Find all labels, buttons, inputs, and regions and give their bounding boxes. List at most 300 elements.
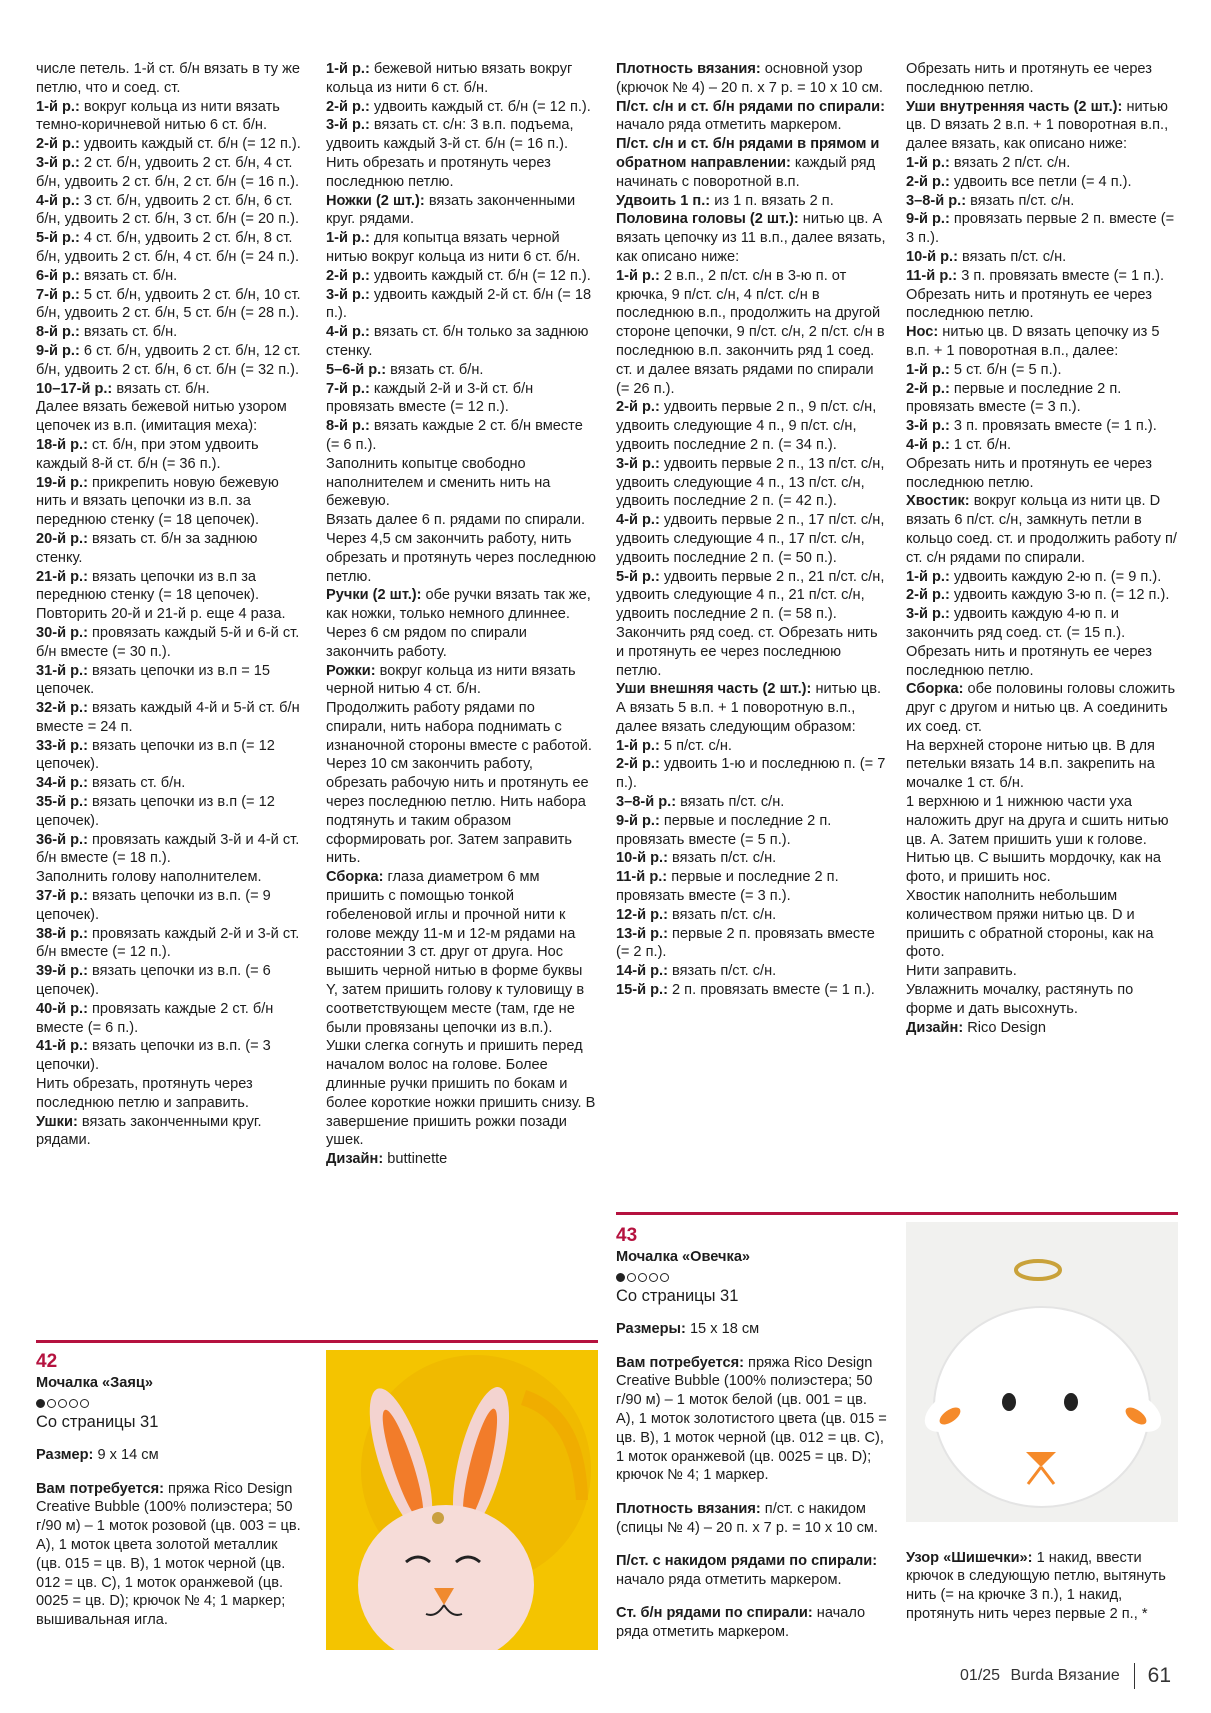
paragraph-text: вязать ст. б/н. [386, 361, 484, 378]
paragraph-lead: 1-й р.: [326, 61, 370, 77]
paragraph-text: вязать п/ст. с/н. [966, 192, 1075, 209]
paragraph-lead: 3-й р.: [326, 286, 370, 303]
paragraph [616, 1500, 888, 1538]
paragraph-text: buttinette [383, 1151, 448, 1168]
paragraph-text: вязать п/ст. с/н. [667, 906, 777, 923]
paragraph-lead: 10-й р.: [616, 850, 668, 867]
paragraph-lead: 11-й р.: [616, 869, 668, 886]
paragraph [906, 436, 1178, 455]
paragraph-lead: 3-й р.: [36, 154, 80, 171]
paragraph-text: Обрезать нить и протянуть ее через последнюю петлю. [906, 455, 1152, 491]
paragraph-text: 5 п/ст. с/н. [659, 737, 732, 754]
paragraph [616, 192, 888, 211]
paragraph-text: вокруг кольца из нити вязать темно-коричневой нитью 6 ст. б/н. [36, 98, 280, 134]
paragraph [326, 98, 598, 117]
paragraph-lead: Размеры: [616, 1321, 686, 1338]
paragraph-text: вязать ст. б/н за заднюю стенку. [36, 530, 258, 566]
paragraph-lead: Вам потребуется: [616, 1354, 744, 1371]
project-title-43: Мочалка «Овечка» [616, 1249, 751, 1265]
paragraph-text: Обрезать нить и протянуть ее через последнюю петлю. [906, 286, 1152, 322]
paragraph-text: вязать ст. б/н. [112, 380, 210, 397]
paragraph [906, 586, 1178, 605]
paragraph-lead: 11-й р.: [906, 267, 958, 284]
text-column-3 [616, 60, 888, 1000]
source-page-42: Со страницы 31 [36, 1412, 159, 1431]
paragraph [616, 98, 888, 136]
paragraph [36, 530, 304, 568]
paragraph [906, 417, 1178, 436]
paragraph [36, 323, 304, 342]
paragraph-text: Rico Design [963, 1019, 1046, 1036]
paragraph-text: удвоить все петли (= 4 п.). [949, 173, 1132, 190]
paragraph [36, 568, 304, 606]
project-number-43: 43 [616, 1225, 638, 1246]
paragraph-lead: 30-й р.: [36, 624, 88, 641]
paragraph-lead: 2-й р.: [36, 136, 80, 153]
difficulty-dot-empty [649, 1273, 658, 1282]
section-rule-42 [36, 1340, 598, 1343]
paragraph-text: удвоить каждый 2-й ст. б/н (= 18 п.). [326, 286, 592, 322]
paragraph-text: удвоить первые 2 п., 13 п/ст. с/н, удвоить следующие 4 п., 13 п/ст. с/н, удвоить последние 2 п. (= 42 п.). [616, 455, 885, 510]
paragraph-lead: Дизайн: [906, 1019, 964, 1036]
paragraph-lead: 14-й р.: [616, 963, 668, 980]
paragraph-lead: 18-й р.: [36, 436, 88, 453]
paragraph [326, 699, 598, 868]
paragraph-text: ст. б/н, при этом удвоить каждый 8-й ст. б/н (= 36 п.). [36, 436, 259, 472]
paragraph-lead: 2-й р.: [906, 587, 950, 604]
paragraph-text: провязать каждый 3-й и 4-й ст. б/н вместе (= 18 п.). [36, 831, 300, 867]
paragraph-lead: 36-й р.: [36, 831, 88, 848]
paragraph-text: вязать каждые 2 ст. б/н вместе (= 6 п.). [326, 418, 583, 453]
section-rule-43 [616, 1212, 1178, 1215]
paragraph-text: вязать каждый 4-й и 5-й ст. б/н вместе = 24 п. [36, 700, 300, 735]
paragraph [616, 511, 888, 567]
paragraph [906, 1019, 1178, 1038]
paragraph-text: удвоить каждую 4-ю п. и закончить ряд соед. ст. (= 15 п.). [906, 606, 1126, 641]
paragraph [616, 135, 888, 191]
paragraph-text: вязать законченными круг. рядами. [326, 192, 576, 228]
paragraph [326, 624, 598, 662]
paragraph [36, 887, 304, 925]
paragraph-lead: 8-й р.: [326, 418, 370, 435]
paragraph-text: 1 накид, ввести крючок в следующую петлю, вытянуть нить (= на крючке 3 п.), 1 накид, протянуть нить через первые 2 п., * [906, 1549, 1166, 1622]
paragraph [326, 662, 598, 700]
paragraph-text: вязать цепочки из в.п. (= 9 цепочек). [36, 888, 271, 923]
paragraph [616, 455, 888, 511]
difficulty-dot-empty [58, 1399, 67, 1408]
difficulty-dot-empty [638, 1273, 647, 1282]
paragraph [326, 267, 598, 286]
paragraph-text: для копытца вязать черной нитью вокруг кольца из нити 6 ст. б/н. [326, 230, 581, 265]
paragraph-lead: П/ст. с накидом рядами по спирали: [616, 1552, 878, 1569]
paragraph [616, 267, 888, 399]
paragraph-lead: Ст. б/н рядами по спирали: [616, 1605, 813, 1622]
paragraph-text: Повторить 20-й и 21-й р. еще 4 раза. [36, 606, 286, 623]
paragraph-lead: 20-й р.: [36, 530, 88, 547]
paragraph-text: пряжа Rico Design Creative Bubble (100% полиэстера; 50 г/90 м) – 1 моток белой (цв. 001 = цв. А), 1 моток золотистого цвета (цв. 015 = цв. В), 1 моток черной (цв. 012 = цв. С), 1 моток оранжевой (цв. 0025 = цв. D); крючок № 4; 1 маркер. [616, 1354, 887, 1484]
paragraph-lead: 4-й р.: [326, 324, 370, 341]
paragraph [36, 229, 304, 267]
paragraph [906, 173, 1178, 192]
paragraph [36, 1075, 304, 1113]
paragraph [616, 925, 888, 963]
paragraph-lead: Уши внешняя часть (2 шт.): [616, 681, 812, 698]
paragraph-text: удвоить первые 2 п., 21 п/ст. с/н, удвоить следующие 4 п., 21 п/ст. с/н, удвоить последние 2 п. (= 58 п.). Закончить ряд соед. ст. Обрезать нить и протянуть ее через последнюю петлю. [616, 568, 885, 679]
paragraph-text: Вязать далее 6 п. рядами по спирали. Через 4,5 см закончить работу, нить обрезать и протянуть через последнюю петлю. [326, 512, 596, 585]
paragraph [326, 380, 598, 418]
paragraph-text: вязать цепочки из в.п. (= 3 цепочки). [36, 1038, 271, 1074]
paragraph-lead: Рожки: [326, 662, 376, 679]
paragraph-text: нитью цв. D вязать цепочку из 5 в.п. + 1 поворотная в.п., далее: [906, 324, 1160, 359]
paragraph-lead: Плотность вязания: [616, 1500, 761, 1517]
bunny-illustration [326, 1350, 598, 1650]
paragraph [906, 962, 1178, 981]
paragraph [906, 887, 1178, 962]
paragraph-lead: 7-й р.: [326, 380, 370, 397]
paragraph-text: начало ряда отметить маркером. [616, 1571, 842, 1588]
paragraph-text: провязать каждые 2 ст. б/н вместе (= 6 п.). [36, 1000, 274, 1036]
paragraph-lead: 5–6-й р.: [326, 361, 387, 378]
paragraph [36, 925, 304, 963]
paragraph-text: 2 ст. б/н, удвоить 2 ст. б/н, 4 ст. б/н, удвоить 2 ст. б/н, 2 ст. б/н (= 16 п.). [36, 154, 300, 190]
paragraph-text: Нить обрезать и протянуть через последнюю петлю. [326, 154, 551, 190]
project-body-42 [36, 1446, 304, 1630]
paragraph [906, 643, 1178, 681]
paragraph [36, 192, 304, 230]
paragraph [906, 737, 1178, 793]
paragraph [36, 1113, 304, 1151]
paragraph-text: удвоить каждый ст. б/н (= 12 п.). [79, 136, 301, 153]
paragraph [36, 474, 304, 530]
paragraph-text: прикрепить новую бежевую нить и вязать цепочки из в.п. за переднюю стенку (= 18 цепочек). [36, 474, 279, 529]
paragraph [906, 568, 1178, 587]
paragraph-text: 3 ст. б/н, удвоить 2 ст. б/н, 6 ст. б/н, удвоить 2 ст. б/н, 3 ст. б/н (= 20 п.). [36, 192, 300, 228]
paragraph [36, 286, 304, 324]
page-number: 61 [1147, 1664, 1171, 1687]
source-page-43: Со страницы 31 [616, 1286, 739, 1305]
paragraph-lead: Сборка: [326, 869, 384, 886]
paragraph [906, 286, 1178, 324]
paragraph-text: начало ряда отметить маркером. [616, 117, 842, 134]
paragraph [616, 568, 888, 681]
paragraph-text: Хвостик наполнить небольшим количеством пряжи нитью цв. D и пришить с обратной стороны, как на фото. [906, 888, 1154, 961]
paragraph [326, 455, 598, 511]
paragraph-lead: 10–17-й р.: [36, 380, 113, 397]
paragraph-lead: 40-й р.: [36, 1000, 88, 1017]
paragraph [36, 60, 304, 98]
bunny-sponge-photo [326, 1350, 598, 1650]
issue-number: 01/25 [960, 1667, 1001, 1685]
paragraph-lead: 41-й р.: [36, 1038, 88, 1055]
paragraph [616, 398, 888, 454]
paragraph-lead: 4-й р.: [36, 192, 80, 209]
paragraph-lead: 3-й р.: [326, 117, 370, 134]
paragraph [616, 1354, 888, 1486]
paragraph [616, 680, 888, 736]
paragraph-lead: 8-й р.: [36, 324, 80, 341]
paragraph [326, 586, 598, 624]
paragraph-text: каждый 2-й и 3-й ст. б/н провязать вместе (= 12 п.). [326, 380, 534, 416]
paragraph-text: 1 ст. б/н. [949, 436, 1012, 453]
paragraph-lead: 2-й р.: [906, 173, 950, 190]
paragraph-text: из 1 п. вязать 2 п. [710, 192, 834, 209]
paragraph [326, 511, 598, 586]
paragraph [616, 1552, 888, 1590]
project-body-43 [616, 1320, 888, 1642]
paragraph-text: нитью цв. D вязать 2 в.п. + 1 поворотная в.п., далее вязать, как описано ниже: [906, 98, 1169, 153]
paragraph-text: 9 х 14 см [93, 1447, 159, 1464]
paragraph-lead: 10-й р.: [906, 248, 958, 265]
project-title-42: Мочалка «Заяц» [36, 1375, 154, 1391]
magazine-name: Burda Вязание [1010, 1667, 1120, 1685]
paragraph [36, 868, 304, 887]
paragraph [906, 192, 1178, 211]
paragraph-lead: Ручки (2 шт.): [326, 587, 422, 604]
text-column-1 [36, 60, 304, 1150]
paragraph-text: вязать ст. б/н. [79, 324, 178, 341]
paragraph-lead: 19-й р.: [36, 474, 88, 491]
paragraph-lead: 5-й р.: [616, 568, 660, 585]
paragraph [36, 662, 304, 700]
paragraph-text: вокруг кольца из нити цв. D вязать 6 п/ст. с/н, замкнуть петли в кольцо соед. ст. и продолжить работу п/ст. с/н рядами по спирали. [906, 493, 1177, 566]
project-43-info [616, 1248, 888, 1656]
paragraph-text: вязать цепочки из в.п (= 12 цепочек). [36, 794, 275, 829]
paragraph [326, 1037, 598, 1150]
paragraph [36, 1480, 304, 1630]
paragraph [906, 455, 1178, 493]
paragraph [616, 812, 888, 850]
paragraph-text: Далее вязать бежевой нитью узором цепочек из в.п. (имитация меха): [36, 399, 287, 435]
paragraph-lead: 15-й р.: [616, 982, 668, 999]
paragraph [36, 436, 304, 474]
paragraph-lead: 4-й р.: [906, 436, 950, 453]
paragraph-text: 4 ст. б/н, удвоить 2 ст. б/н, 8 ст. б/н, удвоить 2 ст. б/н, 4 ст. б/н (= 24 п.). [36, 230, 300, 265]
paragraph-text: числе петель. 1-й ст. б/н вязать в ту же петлю, что и соед. ст. [36, 61, 301, 96]
paragraph-lead: Нос: [906, 324, 939, 341]
difficulty-dot-empty [660, 1273, 669, 1282]
paragraph [906, 323, 1178, 361]
paragraph-lead: Размер: [36, 1447, 94, 1464]
paragraph [906, 492, 1178, 567]
paragraph-lead: Половина головы (2 шт.): [616, 211, 799, 228]
paragraph [906, 210, 1178, 248]
paragraph [616, 737, 888, 756]
paragraph-text: начало ряда отметить маркером. [616, 1605, 866, 1640]
paragraph [616, 210, 888, 266]
paragraph-lead: 31-й р.: [36, 662, 88, 679]
paragraph [616, 755, 888, 793]
paragraph-text: Заполнить голову наполнителем. [36, 869, 262, 886]
paragraph-lead: Сборка: [906, 681, 964, 698]
paragraph-lead: 1-й р.: [616, 737, 660, 754]
paragraph-text: 2 п. провязать вместе (= 1 п.). [667, 982, 875, 999]
paragraph [36, 605, 304, 624]
paragraph [36, 267, 304, 286]
paragraph [616, 981, 888, 1000]
paragraph-text: обе ручки вязать так же, как ножки, только немного длиннее. [326, 587, 591, 623]
paragraph-text: удвоить первые 2 п., 9 п/ст. с/н, удвоить следующие 4 п., 9 п/ст. с/н, удвоить последние 2 п. (= 34 п.). [616, 399, 877, 453]
paragraph [36, 699, 304, 737]
text-column-2 [326, 60, 598, 1169]
paragraph-text: Ушки слегка согнуть и пришить перед началом волос на голове. Более длинные ручки пришить по бокам и более короткие ножки пришить снизу. В завершение пришить рожки позади ушек. [326, 1038, 596, 1149]
paragraph-text: нитью цв. А вязать цепочку из 11 в.п., далее вязать, как описано ниже: [616, 211, 886, 265]
paragraph-text: провязать каждый 2-й и 3-й ст. б/н вместе (= 12 п.). [36, 925, 300, 961]
sheep-sponge-photo [906, 1222, 1178, 1522]
paragraph [906, 98, 1178, 154]
paragraph-text: вязать цепочки из в.п. (= 6 цепочек). [36, 963, 271, 999]
paragraph-text: вязать п/ст. с/н. [667, 850, 777, 867]
paragraph-lead: 32-й р.: [36, 700, 88, 717]
paragraph-text: вязать п/ст. с/н. [667, 963, 777, 980]
paragraph [616, 60, 888, 98]
paragraph [36, 380, 304, 399]
paragraph-text: основной узор (крючок № 4) – 20 п. х 7 р. = 10 х 10 см. [616, 61, 883, 96]
paragraph [36, 737, 304, 775]
paragraph [616, 1320, 888, 1339]
text-column-4 [906, 60, 1178, 1037]
paragraph-lead: 1-й р.: [36, 98, 80, 115]
paragraph [906, 793, 1178, 887]
paragraph-lead: Уши внутренняя часть (2 шт.): [906, 98, 1123, 115]
paragraph [36, 1000, 304, 1038]
paragraph-lead: 12-й р.: [616, 906, 668, 923]
paragraph [36, 1037, 304, 1075]
paragraph [906, 680, 1178, 736]
paragraph [326, 60, 598, 98]
paragraph-text: вязать п/ст. с/н. [957, 248, 1067, 265]
paragraph-text: первые и последние 2 п. провязать вместе (= 5 п.). [616, 812, 832, 848]
difficulty-rating-43 [616, 1269, 888, 1285]
paragraph-text: удвоить первые 2 п., 17 п/ст. с/н, удвоить следующие 4 п., 17 п/ст. с/н, удвоить последние 2 п. (= 50 п.). [616, 512, 885, 566]
paragraph-text: обе половины головы сложить друг с другом и нитью цв. А соединить их соед. ст. [906, 681, 1176, 735]
paragraph-text: глаза диаметром 6 мм пришить с помощью тонкой гобеленовой иглы и прочной нити к голове между 11-м и 12-м рядами на расстоянии 3 ст. друг от друга. Нос вышить черной нитью в форме буквы Y, затем пришить голову к туловищу в соответствующем месте (там, где не были провязаны цепочки из в.п.). [326, 869, 585, 1036]
difficulty-dot-empty [69, 1399, 78, 1408]
difficulty-dot-empty [47, 1399, 56, 1408]
paragraph-lead: 3-й р.: [906, 606, 950, 623]
paragraph-lead: 39-й р.: [36, 963, 88, 980]
paragraph [326, 417, 598, 455]
paragraph-text: вязать ст. с/н: 3 в.п. подъема, удвоить каждый 3-й ст. б/н (= 16 п.). [326, 117, 574, 153]
paragraph-lead: 9-й р.: [906, 211, 950, 228]
paragraph-text: удвоить каждый ст. б/н (= 12 п.). [369, 98, 591, 115]
paragraph-text: вязать 2 п/ст. с/н. [949, 154, 1071, 171]
paragraph-text: Нити заправить. [906, 963, 1017, 980]
paragraph [36, 1446, 304, 1465]
difficulty-dot-empty [80, 1399, 89, 1408]
paragraph [36, 342, 304, 380]
paragraph-text: вязать ст. б/н только за заднюю стенку. [326, 324, 589, 359]
sheep-illustration [906, 1222, 1178, 1522]
paragraph-lead: 1-й р.: [906, 154, 950, 171]
paragraph-text: пряжа Rico Design Creative Bubble (100% полиэстера; 50 г/90 м) – 1 моток розовой (цв. 003 = цв. А), 1 моток цвета золотой металлик (цв. 015 = цв. В), 1 моток черной (цв. 012 = цв. С), 1 моток оранжевой (цв. 0025 = цв. D); крючок № 4; 1 маркер; вышивальная игла. [36, 1480, 301, 1629]
paragraph-lead: П/ст. с/н и ст. б/н рядами по спирали: [616, 98, 885, 115]
paragraph [906, 1549, 1178, 1624]
paragraph-text: первые и последние 2 п. провязать вместе (= 3 п.). [906, 380, 1122, 416]
paragraph [36, 831, 304, 869]
paragraph [36, 774, 304, 793]
paragraph-text: Обрезать нить и протянуть ее через последнюю петлю. [906, 61, 1152, 96]
paragraph-text: бежевой нитью вязать вокруг кольца из нити 6 ст. б/н. [326, 61, 573, 96]
paragraph [906, 60, 1178, 98]
paragraph-lead: 13-й р.: [616, 925, 668, 942]
paragraph-lead: 38-й р.: [36, 925, 88, 942]
paragraph [616, 906, 888, 925]
paragraph-text: 15 х 18 см [685, 1321, 760, 1338]
paragraph-lead: 4-й р.: [616, 512, 660, 529]
paragraph [36, 98, 304, 136]
paragraph-lead: Удвоить 1 п.: [616, 192, 711, 209]
paragraph [616, 793, 888, 812]
paragraph-text: удвоить каждую 2-ю п. (= 9 п.). [949, 568, 1162, 585]
paragraph-lead: 5-й р.: [36, 230, 80, 247]
paragraph-text: Заполнить копытце свободно наполнителем и сменить нить на бежевую. [326, 455, 551, 510]
paragraph-lead: 9-й р.: [616, 812, 660, 829]
paragraph-lead: Узор «Шишечки»: [906, 1549, 1033, 1566]
paragraph [36, 624, 304, 662]
paragraph [36, 793, 304, 831]
paragraph-lead: 21-й р.: [36, 568, 88, 585]
paragraph-text: 3 п. провязать вместе (= 1 п.). [949, 418, 1157, 435]
paragraph [326, 1150, 598, 1169]
paragraph-text: Через 6 см рядом по спирали закончить работу. [326, 624, 527, 660]
footer-divider [1134, 1663, 1135, 1689]
paragraph-lead: 1-й р.: [616, 267, 660, 284]
paragraph [616, 962, 888, 981]
paragraph [616, 1604, 888, 1642]
paragraph-lead: 3–8-й р.: [906, 192, 967, 209]
paragraph-text: удвоить каждый ст. б/н (= 12 п.). [369, 267, 591, 284]
paragraph-lead: 37-й р.: [36, 888, 88, 905]
paragraph-lead: Ушки: [36, 1113, 78, 1130]
paragraph [326, 229, 598, 267]
paragraph [36, 135, 304, 154]
paragraph-text: Продолжить работу рядами по спирали, нить набора поднимать с изнаночной стороны вместе с работой. Через 10 см закончить работу, обрезать рабочую нить и протянуть ее через последнюю петлю. Нить набора подтянуть и таким образом сформировать рог. Затем заправить нить. [326, 700, 592, 867]
paragraph-lead: 7-й р.: [36, 286, 80, 303]
paragraph-text: 3 п. провязать вместе (= 1 п.). [957, 267, 1165, 284]
paragraph [906, 605, 1178, 643]
paragraph-lead: 34-й р.: [36, 775, 88, 792]
paragraph-lead: П/ст. с/н и ст. б/н рядами в прямом и обратном направлении: [616, 136, 880, 171]
paragraph-lead: 6-й р.: [36, 267, 80, 284]
project-number-42: 42 [36, 1351, 58, 1372]
difficulty-rating-42 [36, 1395, 304, 1411]
paragraph-lead: 2-й р.: [906, 380, 950, 397]
paragraph-lead: 3-й р.: [906, 418, 950, 435]
paragraph-text: Обрезать нить и протянуть ее через последнюю петлю. [906, 643, 1152, 679]
paragraph-lead: 3–8-й р.: [616, 794, 677, 811]
paragraph-lead: 2-й р.: [326, 98, 370, 115]
paragraph-lead: Плотность вязания: [616, 61, 761, 77]
paragraph-text: Увлажнить мочалку, растянуть по форме и дать высохнуть. [906, 982, 1134, 1017]
paragraph [326, 192, 598, 230]
paragraph [906, 267, 1178, 286]
paragraph-lead: 33-й р.: [36, 737, 88, 754]
paragraph-lead: Дизайн: [326, 1151, 384, 1168]
paragraph-text: 6 ст. б/н, удвоить 2 ст. б/н, 12 ст. б/н, удвоить 2 ст. б/н, 6 ст. б/н (= 32 п.). [36, 342, 301, 378]
paragraph [36, 962, 304, 1000]
paragraph [906, 981, 1178, 1019]
paragraph-text: 5 ст. б/н, удвоить 2 ст. б/н, 10 ст. б/н, удвоить 2 ст. б/н, 5 ст. б/н (= 28 п.). [36, 286, 301, 322]
paragraph [326, 116, 598, 154]
paragraph-text: удвоить 1-ю и последнюю п. (= 7 п.). [616, 756, 886, 792]
paragraph [906, 154, 1178, 173]
paragraph-text: 2 в.п., 2 п/ст. с/н в 3-ю п. от крючка, 9 п/ст. с/н, 4 п/ст. с/н в последнюю в.п., продолжить на другой стороне цепочки, 9 п/ст. с/н, 2 п/ст. с/н в последнюю в.п. закончить ряд 1 соед. ст. и далее вязать рядами по спирали (= 26 п.). [616, 267, 885, 397]
paragraph-text: вокруг кольца из нити вязать черной нитью 4 ст. б/н. [326, 662, 576, 698]
paragraph-text: вязать цепочки из в.п = 15 цепочек. [36, 662, 271, 698]
paragraph-lead: 2-й р.: [616, 756, 660, 773]
paragraph-text: п/ст. с накидом (спицы № 4) – 20 п. х 7 р. = 10 х 10 см. [616, 1500, 878, 1536]
pattern-note [906, 1534, 1178, 1638]
